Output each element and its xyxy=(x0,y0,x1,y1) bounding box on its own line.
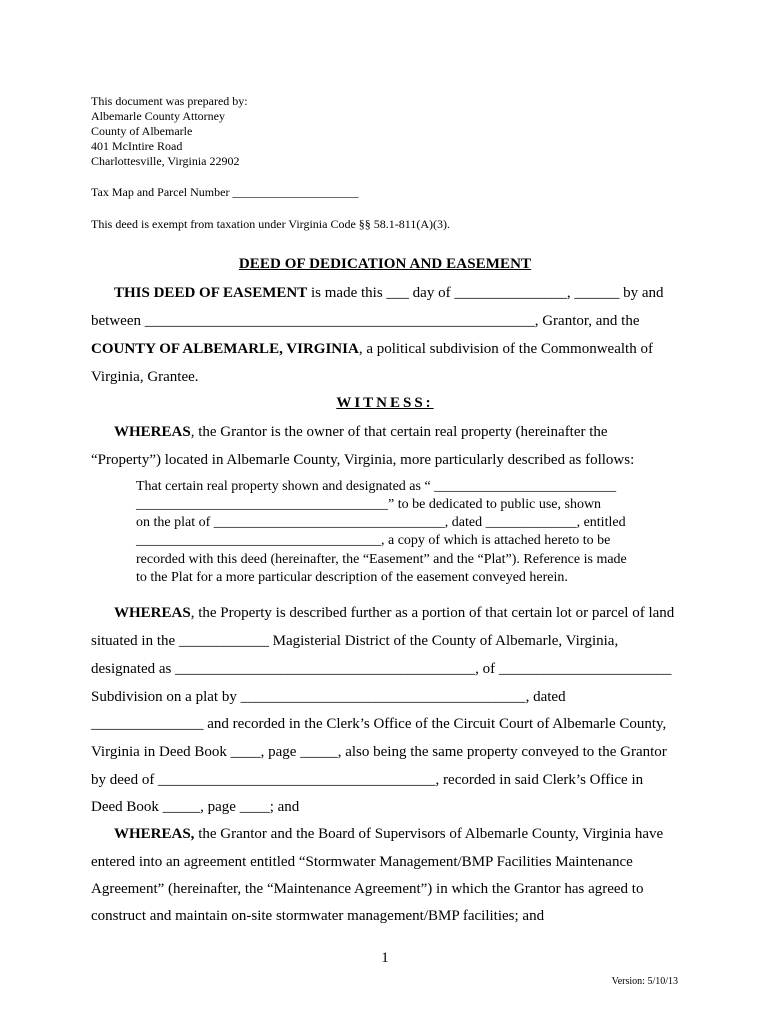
witness-heading: WITNESS: xyxy=(336,395,434,411)
deed-intro-line-1: THIS DEED OF EASEMENT is made this ___ day of _______________, ______ by and xyxy=(114,285,664,301)
prepared-by-block xyxy=(91,94,248,169)
whereas-2-line-3: designated as ________________________________________, of _______________________ xyxy=(91,661,672,677)
county-bold: COUNTY OF ALBEMARLE, VIRGINIA xyxy=(91,341,359,357)
preparer-county: County of Albemarle xyxy=(91,124,193,138)
preparer-street: 401 McIntire Road xyxy=(91,139,183,153)
preparer-city: Charlottesville, Virginia 22902 xyxy=(91,154,240,168)
whereas-2-line-8: Deed Book _____, page ____; and xyxy=(91,799,300,815)
prepared-by-line: This document was prepared by: xyxy=(91,94,248,108)
deed-intro-line-2: between ____________________________________________________, Grantor, and the xyxy=(91,313,640,329)
description-line-1: That certain real property shown and designated as “ __________________________ xyxy=(136,479,617,494)
whereas-3-line-2: entered into an agreement entitled “Stormwater Management/BMP Facilities Maintenance xyxy=(91,854,633,870)
whereas-3-line-4: construct and maintain on-site stormwater management/BMP facilities; and xyxy=(91,908,545,924)
whereas-3-line-3: Agreement” (hereinafter, the “Maintenance Agreement”) in which the Grantor has agreed to xyxy=(91,881,644,897)
deed-intro-line-3: COUNTY OF ALBEMARLE, VIRGINIA, a political subdivision of the Commonwealth of xyxy=(91,341,653,357)
whereas-2-line-1: WHEREAS, the Property is described further as a portion of that certain lot or parcel of land xyxy=(114,605,675,621)
tax-map-parcel-line: Tax Map and Parcel Number _____________________ xyxy=(91,185,359,199)
page-number: 1 xyxy=(381,950,389,966)
description-line-2: ____________________________________” to be dedicated to public use, shown xyxy=(136,497,602,512)
description-line-6: to the Plat for a more particular description of the easement conveyed herein. xyxy=(136,570,568,585)
whereas-2-line-2: situated in the ____________ Magisterial District of the County of Albemarle, Virginia, xyxy=(91,633,619,649)
whereas-1-line-1: WHEREAS, the Grantor is the owner of that certain real property (hereinafter the xyxy=(114,424,608,440)
whereas-3-line-1: WHEREAS, the Grantor and the Board of Supervisors of Albemarle County, Virginia have xyxy=(114,826,664,842)
whereas-2-line-5: _______________ and recorded in the Clerk’s Office of the Circuit Court of Albemarle County, xyxy=(91,716,667,732)
preparer-name: Albemarle County Attorney xyxy=(91,109,225,123)
whereas-2-line-6: Virginia in Deed Book ____, page _____, also being the same property conveyed to the Grantor xyxy=(91,744,667,760)
deed-lead-bold: THIS DEED OF EASEMENT xyxy=(114,285,308,301)
document-title: DEED OF DEDICATION AND EASEMENT xyxy=(238,256,532,272)
tax-exempt-statement: This deed is exempt from taxation under Virginia Code §§ 58.1-811(A)(3). xyxy=(91,217,450,231)
version-label: Version: 5/10/13 xyxy=(611,976,678,987)
description-line-5: recorded with this deed (hereinafter, the “Easement” and the “Plat”). Reference is made xyxy=(136,552,627,567)
description-line-3: on the plat of _________________________________, dated _____________, entitled xyxy=(136,515,626,530)
deed-intro-line-4: Virginia, Grantee. xyxy=(91,369,199,385)
whereas-2-line-4: Subdivision on a plat by ______________________________________, dated xyxy=(91,689,566,705)
whereas-2-line-7: by deed of _____________________________________, recorded in said Clerk’s Office in xyxy=(91,772,644,788)
description-line-4: ___________________________________, a copy of which is attached hereto to be xyxy=(136,533,611,548)
whereas-1-line-2: “Property”) located in Albemarle County, Virginia, more particularly described as follows: xyxy=(91,452,635,468)
